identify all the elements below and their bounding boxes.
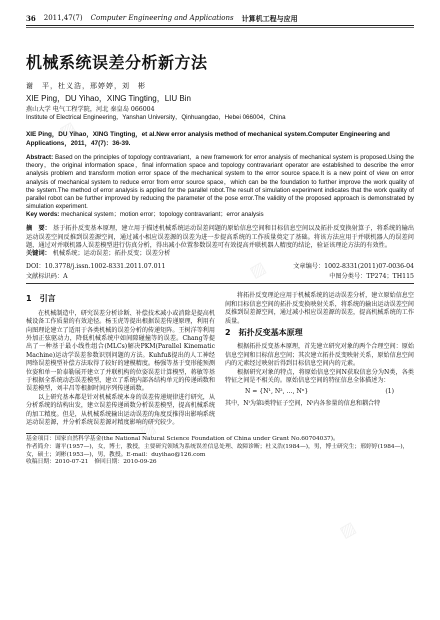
keywords-en: [26, 211, 414, 219]
abstract-cn-label: 摘 要：: [26, 225, 51, 233]
section-separator: [26, 283, 414, 284]
running-header: [26, 14, 414, 23]
footnote-funding: 基金项目：国家自然科学基金(the National Natural Science Foundation of China under Grant No.60704037)。: [26, 436, 339, 443]
doi: DOI：10.3778/j.issn.1002-8331.2011.07.011: [26, 263, 166, 271]
affiliation-en: Institute of Electrical Engineering，Yanshan University，Qinhuangdao，Hebei 066004，China: [26, 114, 286, 121]
right-column: [225, 292, 414, 427]
equation-body: N = {N¹, N², …, Nⁿ}: [245, 388, 309, 396]
abstract-cn-text: 基于拓扑反变基本原理，建立用于描述机械系统运动误差问题的原始信息空间和目标信息空间以及拓扑反变换射算子，将系统的输出运动误差空间反推到误差源空间，通过减小相应误差源的误差为进一步提高系统的工作质量奠定了基础。将该方法应用于并联机器人的误差问题，通过对并联机器人误差模型进行仿真分析，得出减小位置参数误差可有效提高并联机器人精度的结论，验证该理论方法的有效性。: [26, 225, 415, 250]
keywords-cn: [26, 250, 414, 258]
affiliation-cn: 燕山大学 电气工程学院，河北 秦皇岛 066004: [26, 106, 155, 113]
keywords-cn-label: 关键词：: [26, 250, 51, 258]
footnote-authors: 作者简介：谢平(1957—)，女，博士，教授，主要研究领域为系统误差信息处理、故障诊断；杜义浩(1984—)，男，博士研究生；邢婷婷(1984—)，女，硕士；刘彬(1953—)，男，教授。E-mail：duyihao@126.com: [26, 444, 409, 458]
header-rule-thin: [26, 27, 414, 28]
paper-title: 机械系统误差分析新方法: [26, 53, 208, 72]
abstract-label: Abstract:: [26, 154, 54, 161]
section-2-para-2: 根据研究对象的特点，将原始信息空间N获取信息分为N类，各类特征之间是不相关的。原始信息空间的特征信息全体描述为：: [225, 368, 414, 384]
left-column: [26, 292, 215, 427]
keywords-text: mechanical system；motion error；topology contravariant；error analysis: [61, 211, 264, 219]
abstract-text: Based on the principles of topology contravariant，a new framework for error analysis of mechanical system is proposed.Using the theory，the original information space，final information space and topology contravariant operator are established to describe the error analysis problem and transform motion error space of the mechanical system to the error source space.It is a new point of view on error analysis of mechanical system to reduce error from error source space，which can be the foundation to further improve the work quality of the system.The method of error analysis is applied for the parallel robot.The result of simulation experiment indicates that the work quality of parallel robot can be further improved by reducing the parameter of the pose error.The validity of the proposed approach is demonstrated by simulation experiment.: [26, 154, 414, 211]
issue-info: 2011,47(7): [43, 14, 83, 22]
section-1-para-2: 以上研究基本都是针对机械系统本身的误差传递规律进行研究，从分析系统的结构出发，建立误差传递函数分析误差模型，提高机械系统的加工精度。但是，从机械系统输出运动误差的角度反推得出影响系统运动误差源，并分析系统误差源对精度影响的研究较少。: [26, 393, 215, 426]
watermark-mark: ▨: [56, 117, 79, 142]
abstract-cn: [26, 225, 414, 250]
keywords-cn-text: 机械系统；运动误差；拓扑反变；误差分析: [52, 250, 171, 258]
equation-number: (1): [385, 388, 394, 396]
abstract-en: [26, 154, 414, 211]
watermark-mark: ▨: [246, 257, 269, 282]
footnote-rule: [26, 433, 146, 434]
keywords-label: Key words:: [26, 211, 60, 219]
section-2-heading: 2 拓扑反变基本原理: [225, 327, 303, 337]
footnotes: [26, 436, 414, 466]
watermark-mark: ▨: [336, 517, 359, 542]
page-number: 36: [26, 14, 36, 23]
journal-name-en: Computer Engineering and Applications: [90, 14, 234, 22]
citation: XIE Ping，DU Yihao，XING Tingting，et al.New error analysis method of mechanical system.Computer Engineering and Applications，2011，47(7)：36-39.: [26, 131, 390, 147]
body-columns: [26, 292, 414, 427]
header-rule: [26, 25, 414, 26]
watermark-mark: ▨: [136, 417, 159, 442]
authors-en: XIE Ping，DU Yihao，XING Tingting，LIU Bin: [26, 94, 191, 103]
section-1-heading: 1 引言: [26, 294, 56, 304]
authors-cn: 谢 平，杜义浩，邢婷婷，刘 彬: [26, 82, 146, 90]
section-1-para-3: 将拓扑反变理论应用于机械系统的运动误差分析，建立原始信息空间和目标信息空间的拓扑反变换映射关系，将系统的输出运动误差空间反推到误差源空间，通过减小相应误差源的误差，提高机械系统的工作质量。: [225, 292, 414, 325]
identifiers-row: [26, 261, 414, 270]
identifiers-row-2: [26, 271, 414, 280]
footnote-dates: 收稿日期：2010-07-21 修回日期：2010-09-26: [26, 459, 157, 466]
document-code: 文献标识码：A: [26, 273, 68, 281]
clc-number: 中图分类号：TP274；TH115: [329, 273, 414, 281]
section-2-para-1: 根据拓扑反变基本原理，首先建立研究对象的两个合理空间：原始信息空间和目标信息空间；其次建立拓扑反变映射关系，原始信息空间内的元素经过映射后得到目标信息空间内的元素。: [225, 343, 414, 368]
section-2-para-3: 其中，Nⁱ为第i类特征子空间，Nⁱ内各参量的信息和耦合特: [225, 399, 381, 407]
section-1-para-1: 在机械制造中，研究误差分析诊断、补偿技术减小或消除是提高机械设备工作质量的有效途径。杨玉虎等提出根据误差传递原理，利用有向图理论建立了适用于各类机械的误差分析的传递矩阵。王树洋等利用外加正弦驱动力，降低机械系统中如间隙碰撞等的误差。Chang等提出了一种基于最小线性组合(MLCs)解决PKM(Parallel Kinematic Machine)运动学误差参数识别问题的方法。Kuhfuß提出的人工神经网络误差模型补偿方法取得了较好的建模精度。杨强等基于变形能预测位姿和单一阶泰勒展开建立了并联机构的位姿误差计算模型，蒋敏等基于根据全系统动态误差模型，建立了系统内部各结构单元的传递函数和误差模型，刘丰昌等根据时间序列传递函数。: [26, 309, 215, 393]
journal-name-cn: 计算机工程与应用: [241, 14, 298, 23]
equation-1: [225, 388, 414, 396]
article-number: 文章编号：1002-8331(2011)07-0036-04: [293, 263, 414, 271]
